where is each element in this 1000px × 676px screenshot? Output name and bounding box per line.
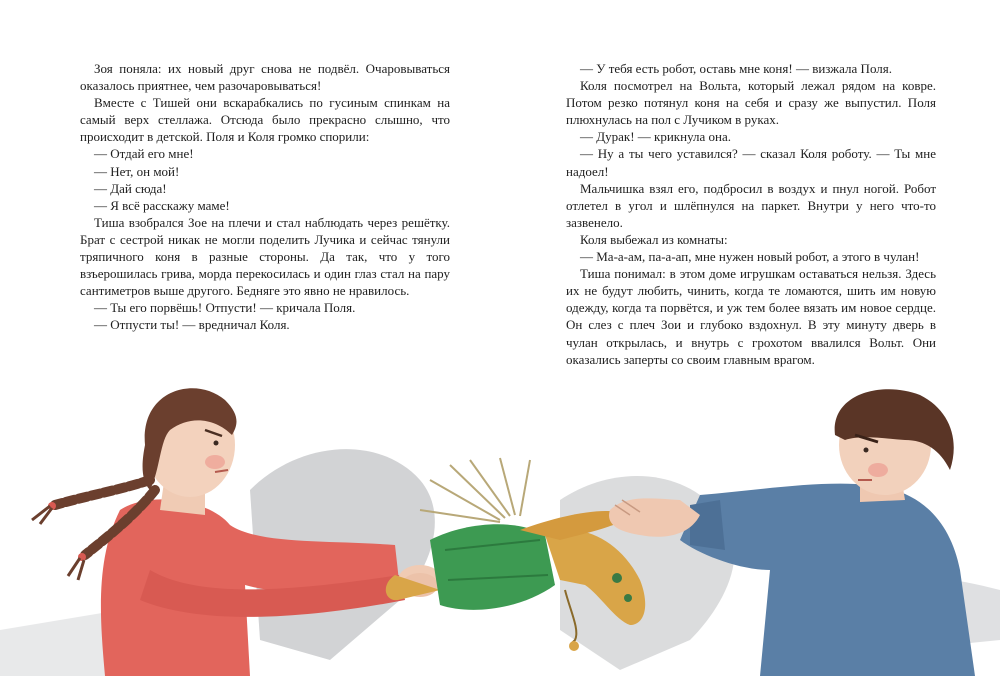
girl-braid: [55, 480, 150, 505]
dialogue-line: — Ма-а-ам, па-а-ап, мне нужен новый робот, а этого в чулан!: [580, 249, 920, 265]
paragraph: Коля посмотрел на Вольта, который лежал рядом на ковре. Потом резко потянул коня на себя и сразу же выпустил. Поля плюхнулась на пол с Лучиком в руках.: [566, 78, 936, 128]
horse-mane: [420, 458, 530, 522]
dialogue-line: — Ты его порвёшь! Отпусти! — кричала Поля.: [94, 300, 356, 316]
dialogue-line: — Ну а ты чего уставился? — сказал Коля роботу. — Ты мне надоел!: [566, 146, 936, 179]
horse-shirt: [430, 524, 555, 610]
paragraph: Вместе с Тишей они вскарабкались по гусиным спинкам на самый верх стеллажа. Отсюда было прекрасно слышно, что происходит в детской. Поля и Коля громко спорили:: [80, 95, 450, 145]
paragraph: Мальчишка взял его, подбросил в воздух и пнул ногой. Робот отлетел в угол и шлёпнулся на паркет. Внутри у него что-то зазвенело.: [566, 180, 936, 230]
paragraph: Тиша понимал: в этом доме игрушкам оставаться нельзя. Здесь их не будут любить, чинить, когда те ломаются, шить им новую одежду, когда та порвётся, и уж тем более вязать им новое сердце. Он слез с плеч Зои и глубоко вздохнул. В эту минуту дверь в чулан открылась, и внутрь с грохотом ввалился Вольт. Они оказались заперты со своим главным врагом.: [566, 266, 936, 367]
paragraph: Зоя поняла: их новый друг снова не подвёл. Очаровываться оказалось приятнее, чем разочаровываться!: [80, 61, 450, 94]
dialogue-line: — Дурак! — крикнула она.: [580, 129, 731, 145]
dialogue-line: — У тебя есть робот, оставь мне коня! — визжала Поля.: [580, 61, 892, 76]
right-text-column: [566, 60, 936, 368]
paragraph: Тиша взобрался Зое на плечи и стал наблюдать через решётку. Брат с сестрой никак не могли поделить Лучика и сейчас тянули тряпичного коня в разные стороны. Да так, что у того взъерошилась грива, морда перекосилась и один глаз стал на пару сантиметров выше другого. Бедняге это явно не нравилось.: [80, 214, 450, 299]
dialogue-line: — Отпусти ты! — вредничал Коля.: [94, 317, 290, 333]
left-text-column: [80, 60, 450, 334]
paragraph: Коля выбежал из комнаты:: [580, 231, 728, 247]
dialogue-line: — Дай сюда!: [94, 180, 167, 196]
illustration-svg: [0, 340, 1000, 676]
dialogue-line: — Я всё расскажу маме!: [94, 197, 230, 213]
dialogue-line: — Отдай его мне!: [94, 146, 194, 162]
illustration-tug-of-war: [0, 340, 1000, 676]
dialogue-line: — Нет, он мой!: [94, 163, 180, 179]
